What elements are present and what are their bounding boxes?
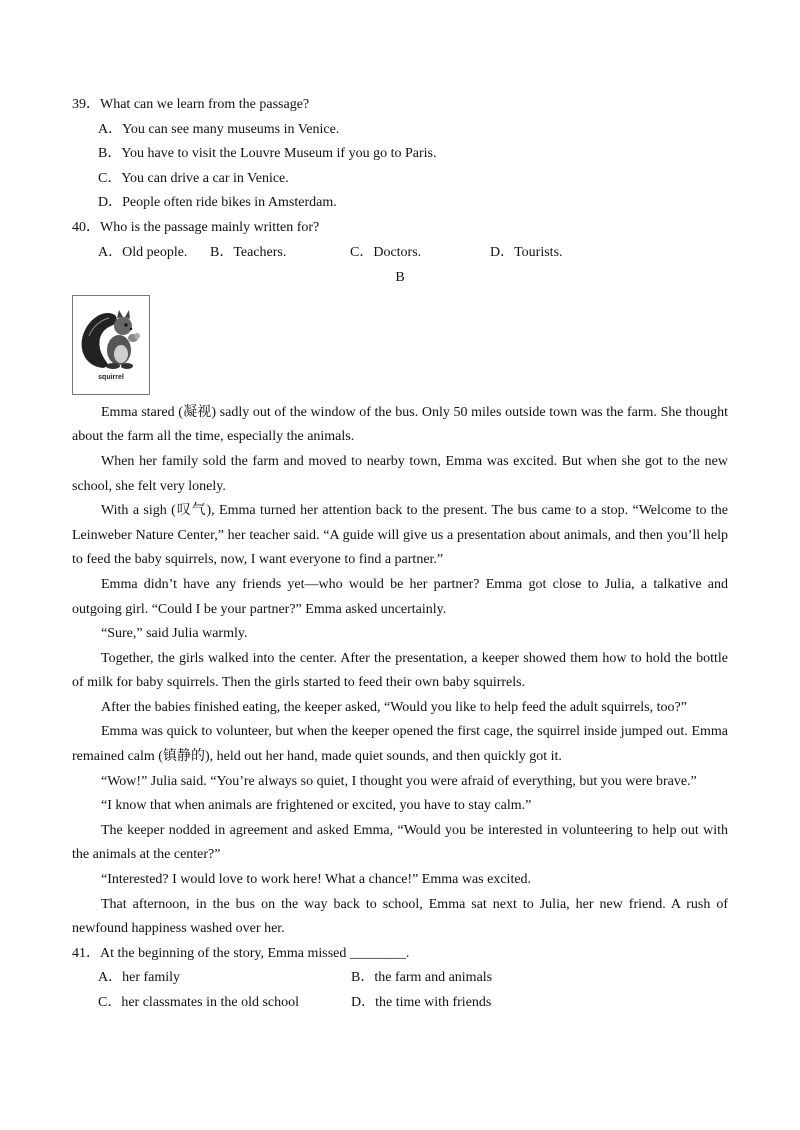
question-40-stem: 40．Who is the passage mainly written for? [72, 219, 320, 235]
question-39-option-c: C．You can drive a car in Venice. [98, 170, 289, 186]
question-41-option-d: D．the time with friends [351, 995, 492, 1010]
question-39-stem: 39．What can we learn from the passage? [72, 97, 310, 112]
question-40-option-b: B．Teachers. [210, 244, 287, 260]
question-41-option-c: C．her classmates in the old school [98, 995, 300, 1010]
question-40-options [72, 241, 728, 266]
passage-paragraph: Together, the girls walked into the center. After the presentation, a keeper showed them how to hold the bottle of milk for baby squirrels. Then the girls started to feed their own baby squirrels. [72, 650, 728, 691]
passage-paragraph: When her family sold the farm and moved to nearby town, Emma was excited. But when she got to the new school, she felt very lonely. [72, 453, 728, 494]
passage-paragraph: Emma didn’t have any friends yet—who would be her partner? Emma got close to Julia, a talkative and outgoing girl. “Could I be your partner?” Emma asked uncertainly. [72, 576, 728, 617]
figure-caption: squirrel [98, 373, 124, 381]
passage-paragraph: “Interested? I would love to work here! What a chance!” Emma was excited. [101, 872, 532, 888]
passage-paragraph: Emma stared (凝视) sadly out of the window of the bus. Only 50 miles outside town was the farm. She thought about the farm all the time, especially the animals. [72, 404, 728, 445]
question-41-stem: 41．At the beginning of the story, Emma missed ________. [72, 945, 410, 961]
question-40-option-c: C．Doctors. [350, 244, 422, 260]
question-40-option-a: A．Old people. [98, 244, 188, 260]
question-39-option-d: D．People often ride bikes in Amsterdam. [98, 195, 337, 211]
passage-paragraph: With a sigh (叹气), Emma turned her attention back to the present. The bus came to a stop. “Welcome to the Leinweber Nature Center,” her teacher said. “A guide will give us a presentation about animals, and then you’ll help to feed the baby squirrels, now, I want everyone to find a partner.” [72, 503, 728, 568]
passage-paragraph: That afternoon, in the bus on the way back to school, Emma sat next to Julia, her new friend. A rush of newfound happiness washed over her. [72, 896, 728, 937]
question-39-option-a: A．You can see many museums in Venice. [98, 121, 340, 137]
squirrel-figure [72, 295, 150, 395]
question-39-option-b: B．You have to visit the Louvre Museum if you go to Paris. [98, 146, 437, 162]
passage-paragraph: After the babies finished eating, the keeper asked, “Would you like to help feed the adult squirrels, too?” [101, 699, 687, 715]
section-label: B [395, 270, 405, 286]
passage-paragraph: The keeper nodded in agreement and asked Emma, “Would you be interested in volunteering to help out with the animals at the center?” [72, 822, 728, 863]
passage-paragraph: “Sure,” said Julia warmly. [101, 626, 248, 642]
exam-page [72, 93, 728, 1016]
question-40-option-d: D．Tourists. [490, 244, 563, 260]
question-41-options-row-2 [72, 991, 728, 1016]
question-41-options-row-1 [72, 966, 728, 991]
passage-paragraph: “Wow!” Julia said. “You’re always so quiet, I thought you were afraid of everything, but you were brave.” [101, 773, 697, 789]
question-41-option-a: A．her family [98, 970, 181, 986]
passage-paragraph: Emma was quick to volunteer, but when the keeper opened the first cage, the squirrel inside jumped out. Emma remained calm (镇静的), held out her hand, made quiet sounds, and then quickly got it. [72, 724, 728, 765]
question-41-option-b: B．the farm and animals [351, 970, 493, 986]
passage-paragraph: “I know that when animals are frightened or excited, you have to stay calm.” [101, 798, 532, 814]
